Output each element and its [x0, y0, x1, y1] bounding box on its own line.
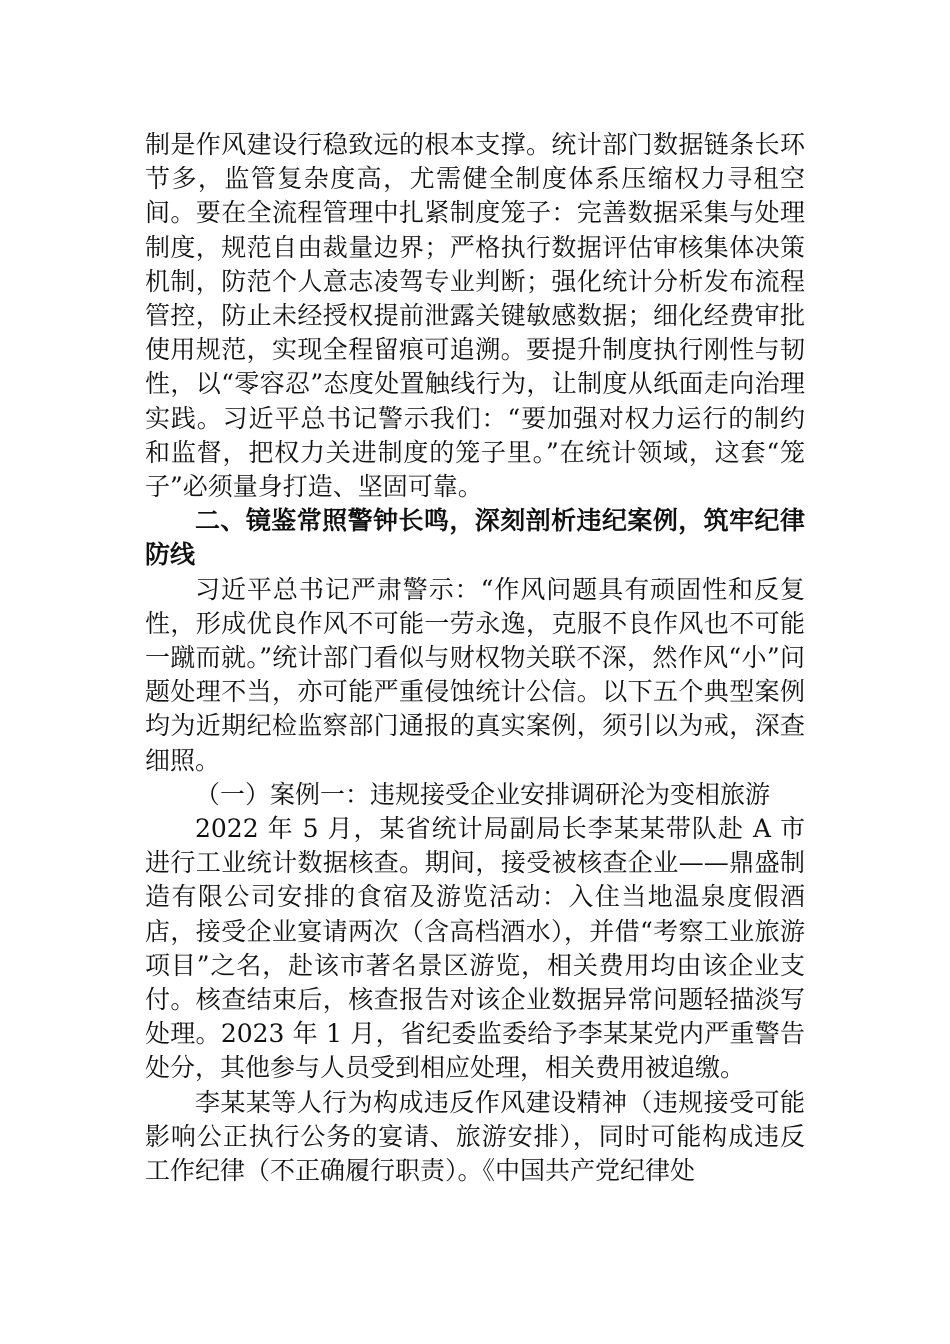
case-subheading: （一）案例一：违规接受企业安排调研沦为变相旅游	[195, 779, 771, 809]
paragraph-continued: 制是作风建设行稳致远的根本支撑。统计部门数据链条长环节多，监管复杂度高，尤需健全制度体系压缩权力寻租空间。要在全流程管理中扎紧制度笼子：完善数据采集与处理制度，规范自由裁量边界；严格执行数据评估审核集体决策机制，防范个人意志凌驾专业判断；强化统计分析发布流程管控，防止未经授权提前泄露关键敏感数据；细化经费审批使用规范，实现全程留痕可追溯。要提升制度执行刚性与韧性，以“零容忍”态度处置触线行为，让制度从纸面走向治理实践。习近平总书记警示我们：“要加强对权力运行的制约和监督，把权力关进制度的笼子里。”在统计领域，这套“笼子”必须量身打造、坚固可靠。	[145, 130, 805, 502]
paragraph: 2022 年 5 月，某省统计局副局长李某某带队赴 A 市进行工业统计数据核查。期间，接受被核查企业——鼎盛制造有限公司安排的食宿及游览活动：入住当地温泉度假酒店，接受企业宴请两次（含高档酒水），并借“考察工业旅游项目”之名，赴该市著名景区游览，相关费用均由该企业支付。核查结束后，核查报告对该企业数据异常问题轻描淡写处理。2023 年 1 月，省纪委监委给予李某某党内严重警告处分，其他参与人员受到相应处理，相关费用被追缴。	[145, 814, 805, 1083]
section-heading: 二、镜鉴常照警钟长鸣，深刻剖析违纪案例，筑牢纪律防线	[145, 506, 805, 570]
paragraph: 李某某等人行为构成违反作风建设精神（违规接受可能影响公正执行公务的宴请、旅游安排），同时可能构成违反工作纪律（不正确履行职责）。《中国共产党纪律处	[145, 1087, 805, 1186]
document-body	[145, 128, 805, 1188]
paragraph: 习近平总书记严肃警示：“作风问题具有顽固性和反复性，形成优良作风不可能一劳永逸，克服不良作风也不可能一蹴而就。”统计部门看似与财权物关联不深，然作风“小”问题处理不当，亦可能严重侵蚀统计公信。以下五个典型案例均为近期纪检监察部门通报的真实案例，须引以为戒，深查细照。	[145, 574, 805, 775]
